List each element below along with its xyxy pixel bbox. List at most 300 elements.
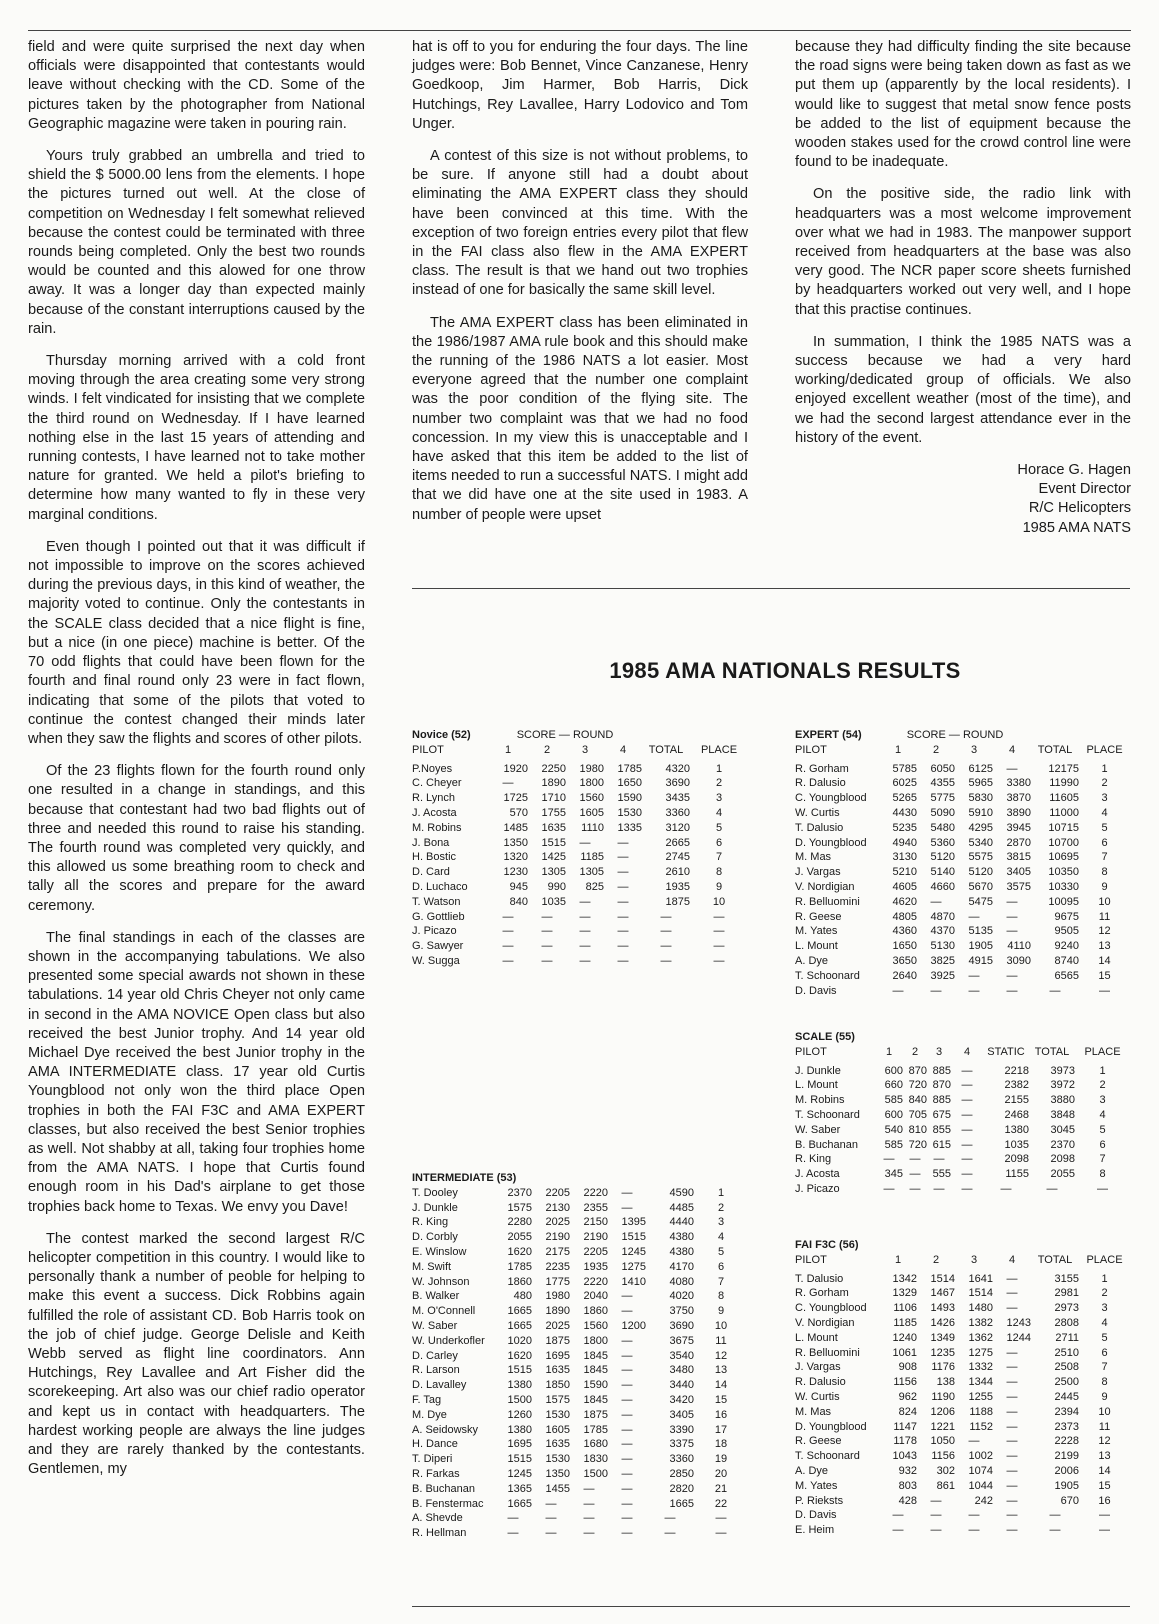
- score-cell: 1680: [583, 1438, 608, 1451]
- score-cell: 2373: [1054, 1420, 1079, 1433]
- score-cell: 5475: [968, 895, 993, 908]
- score-cell: —: [961, 1138, 973, 1151]
- score-cell: 4485: [669, 1201, 694, 1214]
- score-cell: 2508: [1054, 1361, 1079, 1374]
- table-row: [412, 821, 748, 836]
- table-row: [412, 1275, 748, 1290]
- score-cell: 2510: [1054, 1346, 1079, 1359]
- score-cell: 9: [715, 880, 723, 893]
- pilot-name: R. Geese: [795, 910, 842, 923]
- score-cell: 705: [908, 1108, 927, 1121]
- score-cell: —: [968, 969, 980, 982]
- pilot-name: M. Swift: [412, 1260, 452, 1273]
- pilot-name: R. Lynch: [412, 792, 456, 805]
- score-cell: —: [1006, 1479, 1018, 1492]
- score-cell: 803: [898, 1479, 917, 1492]
- table-row: [412, 1260, 748, 1275]
- score-cell: —: [892, 1509, 904, 1522]
- score-cell: 1185: [893, 1316, 917, 1329]
- score-cell: 1800: [579, 777, 604, 790]
- column-header: PILOT: [795, 1045, 827, 1058]
- score-cell: 7: [715, 851, 723, 864]
- score-round-label: SCORE — ROUND: [516, 729, 614, 741]
- score-cell: 16: [1098, 1494, 1111, 1507]
- score-cell: 3575: [1006, 880, 1031, 893]
- score-cell: —: [579, 895, 591, 908]
- table-row: [795, 1301, 1130, 1316]
- score-cell: —: [1006, 1346, 1018, 1359]
- score-cell: 3690: [669, 1319, 694, 1332]
- column-header: PLACE: [1086, 1253, 1123, 1266]
- score-cell: —: [621, 1423, 633, 1436]
- score-cell: 5090: [930, 806, 955, 819]
- score-cell: 5360: [930, 836, 955, 849]
- score-cell: —: [579, 836, 591, 849]
- score-cell: 1349: [930, 1331, 955, 1344]
- score-cell: 585: [884, 1138, 903, 1151]
- score-cell: 2055: [507, 1231, 532, 1244]
- score-cell: 10350: [1048, 866, 1079, 879]
- score-cell: 7: [1101, 851, 1108, 864]
- column-header: 3: [970, 1253, 978, 1266]
- table-row: [412, 1349, 748, 1364]
- article-paragraph: The contest marked the second largest R/C helicopter competition in this country. I would like to personally thank a number of peoble for helping to make this event a success. Dick Robbins again fulfilled the role of assistant CD. Bob Harris took on the job of chief judge. George Delisle and Keith Webb served as flight line coordinators. Ann Hutchings, Rey Lavallee and Art Fisher did the scorekeeping. Art also was our chief radio operator and kept us in contact with headquarters. The hardest working people are always the line judges and they are rarely thanked by the contestants. Gentlemen, my: [28, 1230, 365, 1478]
- score-cell: 3120: [665, 821, 690, 834]
- score-cell: —: [909, 1168, 921, 1181]
- table-row: [412, 1393, 748, 1408]
- table-row: [795, 1064, 1130, 1079]
- score-cell: 870: [932, 1079, 951, 1092]
- score-cell: 5670: [968, 880, 993, 893]
- pilot-name: M. Robins: [795, 1094, 845, 1107]
- score-cell: 2445: [1054, 1390, 1079, 1403]
- score-cell: —: [621, 1290, 633, 1303]
- score-cell: —: [713, 910, 725, 923]
- pilot-name: D. Luchaco: [412, 880, 468, 893]
- score-cell: 1710: [541, 792, 566, 805]
- score-cell: 1: [1099, 1064, 1106, 1077]
- score-cell: 5210: [892, 866, 917, 879]
- score-cell: —: [507, 1527, 519, 1540]
- pilot-name: T. Dooley: [412, 1186, 458, 1199]
- score-cell: 4080: [669, 1275, 694, 1288]
- table-row: [795, 821, 1130, 836]
- table-row: [795, 1375, 1130, 1390]
- column-header: 1: [894, 1253, 902, 1266]
- score-cell: 14: [1098, 1464, 1111, 1477]
- score-cell: 3405: [669, 1408, 694, 1421]
- score-cell: 1650: [892, 940, 917, 953]
- table-row: [795, 1420, 1130, 1435]
- pilot-name: R. King: [412, 1216, 449, 1229]
- score-cell: 3: [1101, 1302, 1108, 1315]
- score-cell: 3890: [1006, 806, 1031, 819]
- score-cell: 670: [1060, 1494, 1079, 1507]
- score-cell: 4: [1101, 806, 1108, 819]
- table-row: [412, 806, 748, 821]
- score-cell: —: [961, 1079, 973, 1092]
- score-cell: 14: [714, 1379, 728, 1392]
- score-cell: —: [713, 954, 725, 967]
- score-cell: 3848: [1050, 1108, 1075, 1121]
- table-row: [412, 865, 748, 880]
- score-cell: 2205: [545, 1186, 570, 1199]
- pilot-name: E. Heim: [795, 1524, 835, 1537]
- score-cell: 4430: [892, 806, 917, 819]
- table-title-row: [795, 1238, 1130, 1253]
- score-cell: 1500: [583, 1467, 608, 1480]
- score-cell: —: [1006, 1390, 1018, 1403]
- table-row: [795, 1464, 1130, 1479]
- score-cell: 10: [1098, 1405, 1111, 1418]
- table-row: [412, 1319, 748, 1334]
- score-cell: 870: [908, 1064, 927, 1077]
- score-cell: 2098: [1004, 1153, 1029, 1166]
- score-cell: —: [1006, 910, 1018, 923]
- score-cell: 5785: [892, 762, 917, 775]
- table-row: [795, 1316, 1130, 1331]
- score-cell: —: [621, 1201, 633, 1214]
- score-cell: 4020: [669, 1290, 694, 1303]
- score-cell: 4805: [892, 910, 917, 923]
- score-cell: 4: [1099, 1108, 1106, 1121]
- table-row: [412, 895, 748, 910]
- table-row: [412, 1437, 748, 1452]
- table-row: [412, 1289, 748, 1304]
- score-cell: 3815: [1006, 851, 1031, 864]
- pilot-name: D. Davis: [795, 1509, 837, 1522]
- score-cell: 13: [714, 1364, 728, 1377]
- score-cell: —: [961, 1153, 973, 1166]
- score-cell: 4940: [892, 836, 917, 849]
- score-cell: 4110: [1007, 940, 1031, 953]
- score-cell: —: [617, 910, 629, 923]
- score-cell: 4355: [930, 777, 955, 790]
- score-cell: —: [621, 1497, 633, 1510]
- score-cell: —: [502, 954, 514, 967]
- column-header: PLACE: [700, 743, 738, 756]
- expert-results-table: [795, 728, 1130, 998]
- pilot-name: D. Carley: [412, 1349, 458, 1362]
- score-cell: 6125: [968, 762, 993, 775]
- score-cell: —: [507, 1512, 519, 1525]
- score-cell: 1905: [968, 940, 993, 953]
- column-header: 4: [1008, 743, 1016, 756]
- table-row: [412, 850, 748, 865]
- score-cell: —: [502, 925, 514, 938]
- score-cell: 5480: [930, 821, 955, 834]
- score-cell: —: [968, 1524, 980, 1537]
- score-cell: 855: [932, 1123, 951, 1136]
- score-cell: 1362: [968, 1331, 993, 1344]
- score-cell: —: [621, 1467, 633, 1480]
- score-cell: 11: [1098, 1420, 1111, 1433]
- score-cell: 840: [908, 1094, 927, 1107]
- score-cell: —: [930, 1494, 942, 1507]
- intermediate-results-table: [412, 1171, 748, 1541]
- score-cell: 1590: [617, 792, 642, 805]
- score-cell: 3540: [669, 1349, 694, 1362]
- score-cell: 1178: [893, 1435, 917, 1448]
- score-cell: —: [621, 1393, 633, 1406]
- table-title-row: [412, 728, 748, 743]
- score-cell: 17: [714, 1423, 728, 1436]
- score-cell: 615: [932, 1138, 951, 1151]
- score-cell: 9: [717, 1305, 725, 1318]
- score-cell: 908: [898, 1361, 917, 1374]
- pilot-name: M. Robins: [412, 821, 462, 834]
- score-cell: 1426: [930, 1316, 955, 1329]
- score-cell: 7: [1101, 1361, 1108, 1374]
- article-column-2: [412, 38, 748, 538]
- score-cell: —: [617, 836, 629, 849]
- score-cell: 1156: [931, 1450, 955, 1463]
- table-row: [412, 1215, 748, 1230]
- score-cell: 7: [1099, 1153, 1106, 1166]
- article-paragraph: Yours truly grabbed an umbrella and tried to shield the $ 5000.00 lens from the elements. I hope the pictures turned out well. At the close of competition on Wednesday I felt somewhat relieved because the contest could be terminated with three rounds being completed. Only the best two rounds would be counted and this alowed for one throw away. It was a longer day than expected mainly because of the constant interruptions caused by the rain.: [28, 148, 365, 337]
- score-cell: —: [961, 1123, 973, 1136]
- score-cell: 1002: [968, 1450, 993, 1463]
- table-row: [412, 910, 748, 925]
- score-cell: —: [1049, 1509, 1061, 1522]
- score-cell: 3880: [1050, 1094, 1075, 1107]
- pilot-name: W. Saber: [412, 1319, 458, 1332]
- score-cell: 3130: [892, 851, 917, 864]
- score-cell: 2235: [545, 1260, 570, 1273]
- score-cell: 8: [715, 866, 723, 879]
- table-row: [795, 910, 1130, 925]
- table-row: [795, 806, 1130, 821]
- score-cell: 13: [1098, 1450, 1111, 1463]
- score-cell: —: [1006, 762, 1018, 775]
- pilot-name: W. Underkofler: [412, 1334, 485, 1347]
- score-cell: 10: [714, 1319, 728, 1332]
- score-cell: 2218: [1004, 1064, 1029, 1077]
- score-cell: —: [892, 1524, 904, 1537]
- pilot-name: D. Lavalley: [412, 1379, 467, 1392]
- table-row: [412, 836, 748, 851]
- score-cell: 3750: [669, 1305, 694, 1318]
- pilot-name: C. Youngblood: [795, 1302, 867, 1315]
- pilot-name: J. Dunkle: [412, 1201, 458, 1214]
- score-cell: 3: [717, 1216, 725, 1229]
- score-cell: —: [1006, 925, 1018, 938]
- score-cell: —: [621, 1453, 633, 1466]
- score-cell: —: [621, 1364, 633, 1377]
- score-cell: 10330: [1048, 880, 1079, 893]
- score-cell: 1480: [968, 1302, 993, 1315]
- score-cell: —: [1006, 1405, 1018, 1418]
- pilot-name: R. Larson: [412, 1364, 460, 1377]
- score-cell: 962: [898, 1390, 917, 1403]
- score-cell: 4370: [930, 925, 955, 938]
- score-cell: 555: [932, 1168, 951, 1181]
- table-row: [795, 1479, 1130, 1494]
- score-cell: 1: [715, 762, 723, 775]
- score-cell: 8: [1101, 866, 1108, 879]
- score-cell: —: [909, 1182, 921, 1195]
- score-cell: 1575: [507, 1201, 532, 1214]
- pilot-name: W. Saber: [795, 1123, 841, 1136]
- table-row: [795, 939, 1130, 954]
- score-cell: 1845: [583, 1393, 608, 1406]
- score-cell: —: [1006, 969, 1018, 982]
- spacer-cell: [690, 728, 748, 743]
- table-row: [412, 1378, 748, 1393]
- column-header: 2: [911, 1045, 919, 1058]
- score-cell: —: [1097, 1182, 1108, 1195]
- pilot-name: R. Belluomini: [795, 1346, 860, 1359]
- score-cell: 1515: [507, 1453, 532, 1466]
- score-cell: 1200: [621, 1319, 646, 1332]
- score-cell: 4360: [892, 925, 917, 938]
- score-cell: 3690: [665, 777, 690, 790]
- score-cell: 1530: [545, 1408, 570, 1421]
- score-cell: 3: [715, 792, 723, 805]
- score-cell: 2098: [1050, 1153, 1075, 1166]
- pilot-name: F. Tag: [412, 1393, 442, 1406]
- score-cell: —: [1006, 1494, 1018, 1507]
- score-cell: 4295: [968, 821, 993, 834]
- table-row: [412, 1201, 748, 1216]
- score-cell: 1260: [507, 1408, 532, 1421]
- table-row: [412, 1334, 748, 1349]
- score-cell: 1560: [579, 792, 604, 805]
- score-cell: —: [617, 940, 629, 953]
- table-row: [412, 1511, 748, 1526]
- score-cell: 3435: [665, 792, 690, 805]
- score-cell: 3360: [669, 1453, 694, 1466]
- score-cell: 1845: [583, 1364, 608, 1377]
- signature-line: R/C Helicopters: [1028, 500, 1131, 517]
- score-cell: 2040: [583, 1290, 608, 1303]
- score-cell: 1875: [665, 895, 690, 908]
- score-cell: 22: [714, 1497, 728, 1510]
- score-cell: 585: [884, 1094, 903, 1107]
- score-cell: 1188: [969, 1405, 993, 1418]
- score-cell: 1332: [968, 1361, 993, 1374]
- score-cell: 5830: [968, 792, 993, 805]
- column-header: 4: [619, 743, 627, 756]
- score-cell: —: [621, 1482, 633, 1495]
- score-cell: 5130: [930, 940, 955, 953]
- score-cell: 1515: [507, 1364, 532, 1377]
- table-row: [795, 924, 1130, 939]
- score-cell: 3973: [1050, 1064, 1075, 1077]
- score-cell: 2228: [1054, 1435, 1079, 1448]
- table-row: [795, 1346, 1130, 1361]
- score-cell: —: [583, 1512, 595, 1525]
- score-cell: 1: [1101, 762, 1108, 775]
- score-cell: —: [1006, 1450, 1018, 1463]
- score-cell: —: [621, 1186, 633, 1199]
- pilot-name: J. Dunkle: [795, 1064, 841, 1077]
- score-cell: 5965: [968, 777, 993, 790]
- table-title-row: [795, 728, 1130, 743]
- score-cell: 2981: [1054, 1287, 1079, 1300]
- pilot-name: V. Nordigian: [795, 880, 855, 893]
- score-cell: 1074: [968, 1464, 993, 1477]
- score-cell: 4440: [669, 1216, 694, 1229]
- score-cell: 1641: [968, 1272, 993, 1285]
- score-cell: —: [1099, 984, 1110, 997]
- score-cell: 15: [1098, 969, 1111, 982]
- article-paragraph: hat is off to you for enduring the four days. The line judges were: Bob Bennet, Vince Canzanese, Henry Goedkoop, Jim Harmer, Bob Harris, Dick Hutchings, Rey Lavallee, Harry Lodovico and Tom Unger.: [412, 39, 748, 132]
- score-cell: —: [961, 1108, 973, 1121]
- score-cell: 1905: [1054, 1479, 1079, 1492]
- score-cell: 1380: [507, 1379, 532, 1392]
- signature-line: Horace G. Hagen: [1017, 462, 1131, 479]
- score-cell: 5120: [930, 851, 955, 864]
- table-header-row: [795, 1045, 1130, 1060]
- score-cell: 12: [1098, 925, 1111, 938]
- table-row: [795, 850, 1130, 865]
- score-cell: 1320: [503, 851, 528, 864]
- score-cell: 3825: [930, 954, 955, 967]
- score-cell: 1455: [545, 1482, 570, 1495]
- score-cell: 2190: [545, 1231, 570, 1244]
- column-header: PILOT: [412, 743, 444, 756]
- pilot-name: T. Dalusio: [795, 821, 844, 834]
- pilot-name: T. Schoonard: [795, 1450, 860, 1463]
- column-header: STATIC: [987, 1045, 1025, 1058]
- score-cell: 16: [714, 1408, 728, 1421]
- results-top-rule: [412, 588, 1130, 589]
- pilot-name: L. Mount: [795, 1331, 838, 1344]
- score-cell: —: [1006, 1376, 1018, 1389]
- signature-line: Event Director: [1038, 481, 1131, 498]
- score-cell: 1106: [893, 1302, 917, 1315]
- article-paragraph: In summation, I think the 1985 NATS was a success because we had a very hard working/dedicated group of officials. We also enjoyed excellent weather (most of the time), and we had the second largest attendance ever in the history of the event.: [795, 333, 1131, 446]
- table-row: [412, 1186, 748, 1201]
- column-header: TOTAL: [1034, 1045, 1070, 1058]
- article-paragraph: Thursday morning arrived with a cold front moving through the area creating some very strong winds. I felt vindicated for insisting that we complete the third round on Wednesday. If I have learned nothing else in the last 15 years of attending and running contests, I have learned not to take mother nature for granted. We held a pilot's briefing to determine how many wanted to fly in these very marginal conditions.: [28, 353, 365, 523]
- column-header: PILOT: [795, 743, 827, 756]
- score-cell: —: [1006, 1435, 1018, 1448]
- table-row: [795, 1167, 1130, 1182]
- table-row: [412, 791, 748, 806]
- score-cell: —: [541, 940, 553, 953]
- pilot-name: G. Gottlieb: [412, 910, 465, 923]
- article-paragraph: The final standings in each of the classes are shown in the accompanying tabulations. We also presented some special awards not shown in these tabulations. 14 year old Chris Cheyer not only came in second in the AMA NOVICE Open class but also received the best Junior trophy. And 14 year old Michael Dye received the best Junior trophy in the AMA INTERMEDIATE class. 17 year old Curtis Youngblood not only won the third place Open trophies in both the FAI F3C and AMA EXPERT classes, but also received the best Senior trophies as well. Not shabby at all, taking four trophies home from the AMA NATS. I hope that Curtis found enough room in his Dad's airplane to get those trophies back home to Texas. We envy you Dave!: [28, 929, 365, 1215]
- score-cell: 1350: [503, 836, 528, 849]
- score-cell: 345: [884, 1168, 903, 1181]
- score-cell: 5775: [930, 792, 955, 805]
- score-cell: 8: [1099, 1168, 1106, 1181]
- score-cell: 11: [1098, 910, 1111, 923]
- score-cell: 810: [908, 1123, 927, 1136]
- score-cell: 1245: [507, 1467, 532, 1480]
- score-cell: 5: [1101, 1331, 1108, 1344]
- pilot-name: B. Buchanan: [412, 1482, 475, 1495]
- article-paragraph: The AMA EXPERT class has been eliminated in the 1986/1987 AMA rule book and this should make the running of the 1986 NATS a lot easier. Most everyone agreed that the number one complaint was the poor condition of the flying site. The number two complaint was that we had no food concession. In my view this is unacceptable and I have asked that this item be added to the list of items needed to run a successful NATS. I might add that we did have one at the site used in 1983. A number of people were upset: [412, 314, 748, 523]
- score-cell: —: [1000, 1182, 1012, 1195]
- score-cell: —: [1006, 1361, 1018, 1374]
- pilot-name: T. Dalusio: [795, 1272, 844, 1285]
- score-cell: 5120: [968, 866, 993, 879]
- score-cell: 1155: [1005, 1168, 1029, 1181]
- column-header: TOTAL: [648, 743, 684, 756]
- table-row: [795, 1138, 1130, 1153]
- score-cell: 8: [1101, 1376, 1108, 1389]
- score-cell: 14: [1098, 954, 1111, 967]
- score-cell: —: [1006, 1302, 1018, 1315]
- table-row: [412, 1304, 748, 1319]
- score-cell: 12: [1098, 1435, 1111, 1448]
- score-cell: 1775: [545, 1275, 570, 1288]
- score-cell: 932: [898, 1464, 917, 1477]
- score-cell: 1305: [541, 866, 566, 879]
